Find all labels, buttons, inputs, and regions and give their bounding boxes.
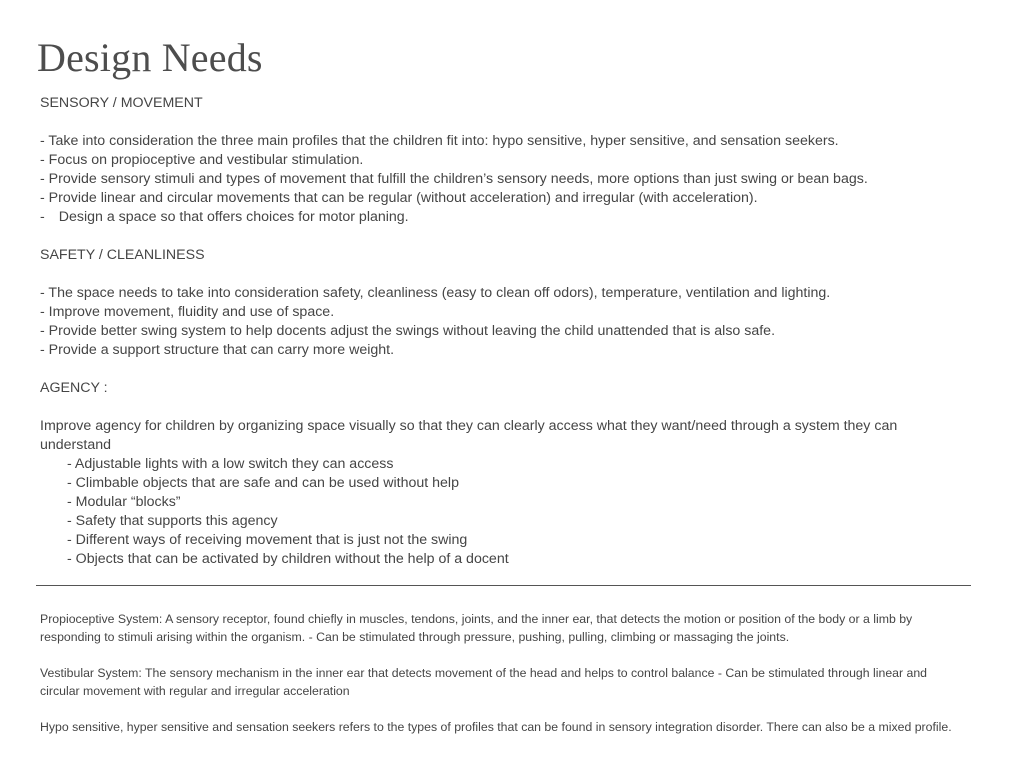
list-item: - Objects that can be activated by children without the help of a docent xyxy=(67,551,509,567)
list-item: - Provide linear and circular movements that can be regular (without acceleration) and irregular (with acceleration). xyxy=(40,190,758,206)
design-needs-content xyxy=(40,94,970,569)
list-item: - Different ways of receiving movement that is just not the swing xyxy=(67,532,468,548)
list-item: - Safety that supports this agency xyxy=(67,513,278,529)
agency-intro: Improve agency for children by organizing space visually so that they can clearly access what they want/need through a system they can understand xyxy=(40,418,898,453)
spacer xyxy=(40,227,970,246)
list-item-text: Design a space so that offers choices for motor planing. xyxy=(58,209,409,225)
safety-section xyxy=(40,246,970,360)
list-item xyxy=(40,208,970,227)
list-item: - Focus on propioceptive and vestibular stimulation. xyxy=(40,152,364,168)
list-dash: - xyxy=(40,209,45,225)
agency-section xyxy=(40,379,970,569)
section-divider xyxy=(36,585,971,586)
list-item: - Climbable objects that are safe and can be used without help xyxy=(67,475,459,491)
page-title: Design Needs xyxy=(37,35,263,80)
list-item: - Provide better swing system to help docents adjust the swings without leaving the child unattended that is also safe. xyxy=(40,323,776,339)
list-item: - Adjustable lights with a low switch they can access xyxy=(67,456,394,472)
footnote-profiles: Hypo sensitive, hyper sensitive and sensation seekers refers to the types of profiles that can be found in sensory integration disorder. There can also be a mixed profile. xyxy=(40,720,952,734)
spacer xyxy=(40,113,970,132)
spacer xyxy=(40,700,970,718)
spacer xyxy=(40,265,970,284)
list-item: - Provide sensory stimuli and types of movement that fulfill the children’s sensory needs, more options than just swing or bean bags. xyxy=(40,171,868,187)
footnote-propioceptive: Propioceptive System: A sensory receptor, found chiefly in muscles, tendons, joints, and the inner ear, that detects the motion or position of the body or a limb by responding to stimuli arising within the organism. - Can be stimulated through pressure, pushing, pulling, climbing or massaging the joints. xyxy=(40,612,913,644)
spacer xyxy=(40,398,970,417)
footnote-vestibular: Vestibular System: The sensory mechanism in the inner ear that detects movement of the head and helps to control balance - Can be stimulated through linear and circular movement with regular and irregular acceleration xyxy=(40,666,928,698)
list-item: - Modular “blocks” xyxy=(67,494,181,510)
list-item: - The space needs to take into consideration safety, cleanliness (easy to clean off odors), temperature, ventilation and lighting. xyxy=(40,285,831,301)
safety-heading: SAFETY / CLEANLINESS xyxy=(40,247,205,263)
sensory-section xyxy=(40,94,970,227)
list-item: - Take into consideration the three main profiles that the children fit into: hypo sensitive, hyper sensitive, and sensation seekers. xyxy=(40,133,839,149)
spacer xyxy=(40,646,970,664)
sensory-heading: SENSORY / MOVEMENT xyxy=(40,95,203,111)
list-item: - Improve movement, fluidity and use of space. xyxy=(40,304,335,320)
list-item: - Provide a support structure that can carry more weight. xyxy=(40,342,395,358)
agency-heading: AGENCY : xyxy=(40,380,108,396)
footnotes xyxy=(40,610,970,736)
spacer xyxy=(40,360,970,379)
